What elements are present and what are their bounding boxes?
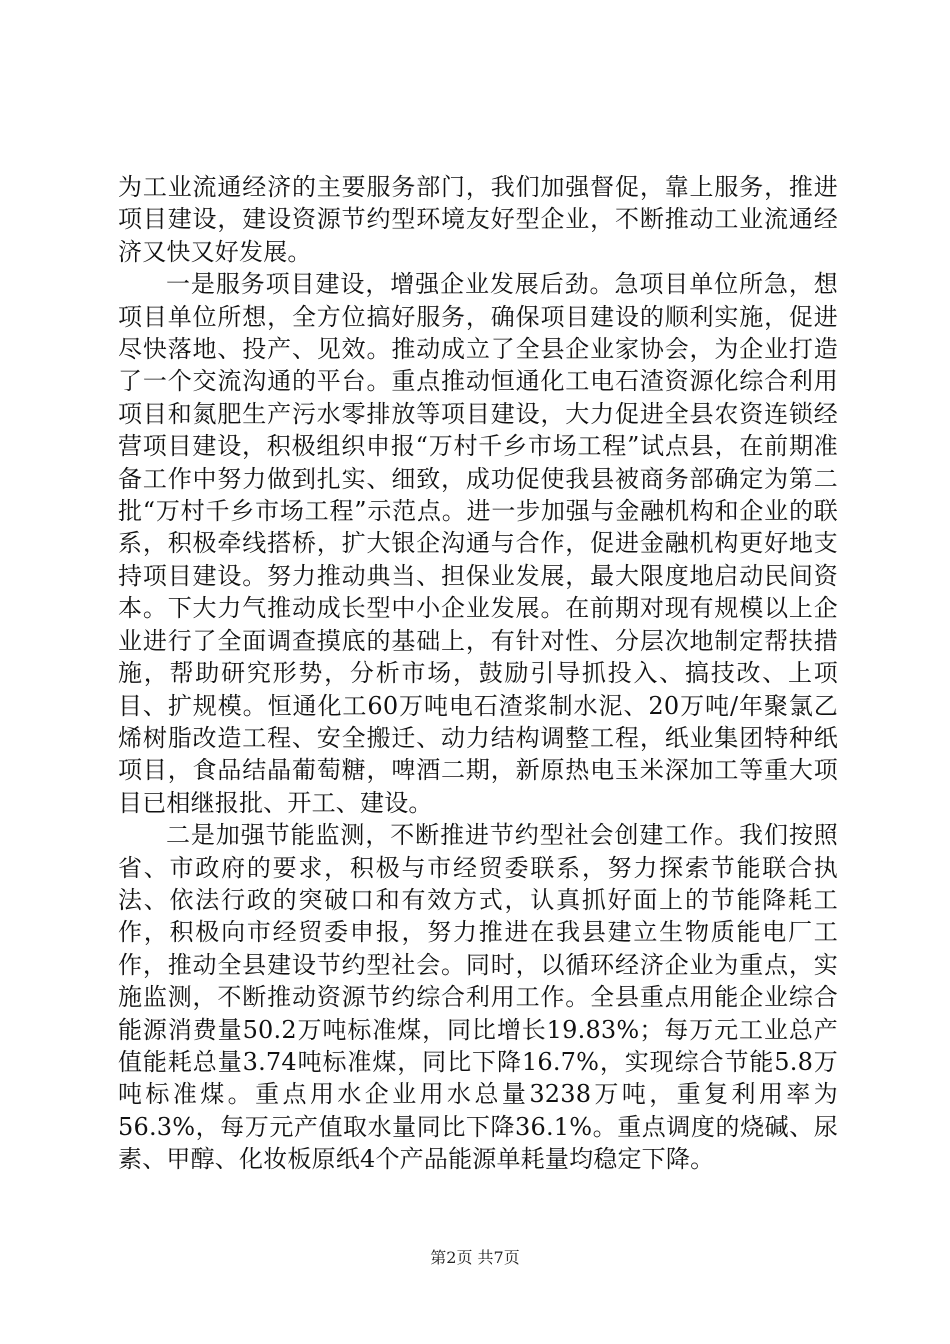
paragraph-continuation: 为工业流通经济的主要服务部门，我们加强督促，靠上服务，推进项目建设，建设资源节约型环境友好型企业，不断推动工业流通经济又快又好发展。 (118, 173, 838, 266)
paragraph-energy-monitoring: 二是加强节能监测，不断推进节约型社会创建工作。我们按照省、市政府的要求，积极与市经贸委联系，努力探索节能联合执法、依法行政的突破口和有效方式，认真抓好面上的节能降耗工作，积极向市经贸委申报，努力推进在我县建立生物质能电厂工作，推动全县建设节约型社会。同时，以循环经济企业为重点，实施监测，不断推动资源节约综合利用工作。全县重点用能企业综合能源消费量50.2万吨标准煤，同比增长19.83%；每万元工业总产值能耗总量3.74吨标准煤，同比下降16.7%，实现综合节能5.8万吨标准煤。重点用水企业用水总量3238万吨，重复利用率为56.3%，每万元产值取水量同比下降36.1%。重点调度的烧碱、尿素、甲醇、化妆板原纸4个产品能源单耗量均稳定下降。 (118, 821, 838, 1174)
paragraph-project-construction: 一是服务项目建设，增强企业发展后劲。急项目单位所急，想项目单位所想，全方位搞好服务，确保项目建设的顺利实施，促进尽快落地、投产、见效。推动成立了全县企业家协会，为企业打造了一个交流沟通的平台。重点推动恒通化工电石渣资源化综合利用项目和氮肥生产污水零排放等项目建设，大力促进全县农资连锁经营项目建设，积极组织申报“万村千乡市场工程”试点县，在前期准备工作中努力做到扎实、细致，成功促使我县被商务部确定为第二批“万村千乡市场工程”示范点。进一步加强与金融机构和企业的联系，积极牵线搭桥，扩大银企沟通与合作，促进金融机构更好地支持项目建设。努力推动典当、担保业发展，最大限度地启动民间资本。下大力气推动成长型中小企业发展。在前期对现有规模以上企业进行了全面调查摸底的基础上，有针对性、分层次地制定帮扶措施，帮助研究形势，分析市场，鼓励引导抓投入、搞技改、上项目、扩规模。恒通化工60万吨电石渣浆制水泥、20万吨/年聚氯乙烯树脂改造工程、安全搬迁、动力结构调整工程，纸业集团特种纸项目，食品结晶葡萄糖，啤酒二期，新原热电玉米深加工等重大项目已相继报批、开工、建设。 (118, 270, 838, 817)
document-body (118, 171, 838, 1176)
page-footer: 第2页 共7页 (430, 1248, 520, 1267)
